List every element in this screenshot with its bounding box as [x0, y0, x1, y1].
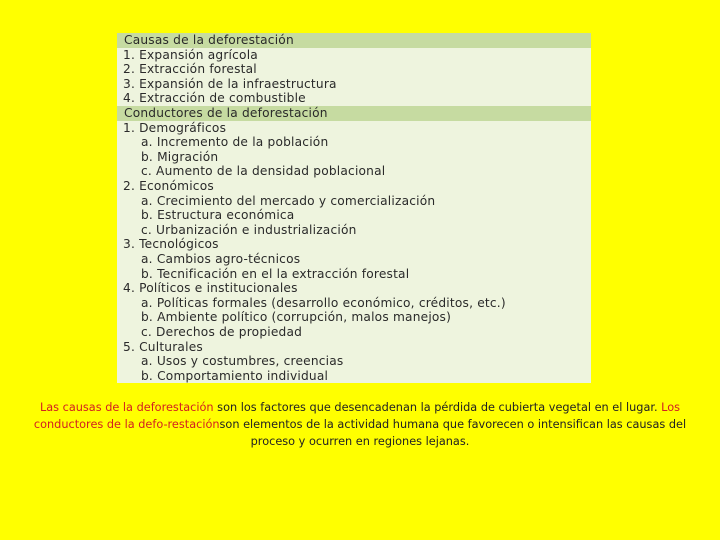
table-subitem: a. Políticas formales (desarrollo económico, créditos, etc.): [141, 295, 506, 310]
table-subitem: b. Migración: [141, 149, 219, 164]
table-item: 4. Extracción de combustible: [123, 91, 306, 106]
table-subitem: a. Usos y costumbres, creencias: [141, 354, 344, 369]
table-item: 1. Demográficos: [123, 120, 227, 135]
table-item: 3. Expansión de la infraestructura: [123, 76, 337, 91]
caption-drivers-term: Los conductores de la defo-restación: [33, 401, 681, 431]
table-item: 4. Políticos e institucionales: [123, 281, 298, 296]
table-subitem: c. Derechos de propiedad: [141, 325, 303, 339]
table-section-header: Conductores de la deforestación: [117, 106, 591, 121]
table-item: 2. Extracción forestal: [123, 62, 257, 77]
table-subitem: a. Cambios agro-técnicos: [141, 252, 301, 266]
table-subitem: b. Tecnificación en el la extracción forestal: [141, 266, 410, 281]
caption-text: [20, 399, 700, 450]
table-subitem: b. Ambiente político (corrupción, malos manejos): [141, 310, 452, 325]
table-subitem: c. Aumento de la densidad poblacional: [141, 164, 386, 179]
table-item: 2. Económicos: [123, 179, 214, 193]
caption-causes-term: Las causas de la deforestación: [39, 401, 214, 414]
table-subitem: c. Urbanización e industrialización: [141, 222, 357, 237]
table-subitem: a. Crecimiento del mercado y comercialización: [141, 193, 436, 208]
table-item: 5. Culturales: [123, 339, 203, 354]
table-item: 1. Expansión agrícola: [123, 47, 258, 62]
table-subitem: a. Incremento de la población: [141, 135, 329, 150]
table-subitem: b. Comportamiento individual: [141, 368, 329, 383]
table-subitem: b. Estructura económica: [141, 208, 295, 223]
table-item: 3. Tecnológicos: [123, 237, 219, 252]
caption-drivers-definition: son elementos de la actividad humana que favorecen o intensifican las causas del proceso y ocurren en regiones lejanas.: [219, 418, 687, 448]
table-section-header: Causas de la deforestación: [117, 33, 591, 48]
caption-causes-definition: son los factores que desencadenan la pérdida de cubierta vegetal en el lugar.: [213, 401, 662, 414]
deforestation-table: [117, 33, 591, 383]
